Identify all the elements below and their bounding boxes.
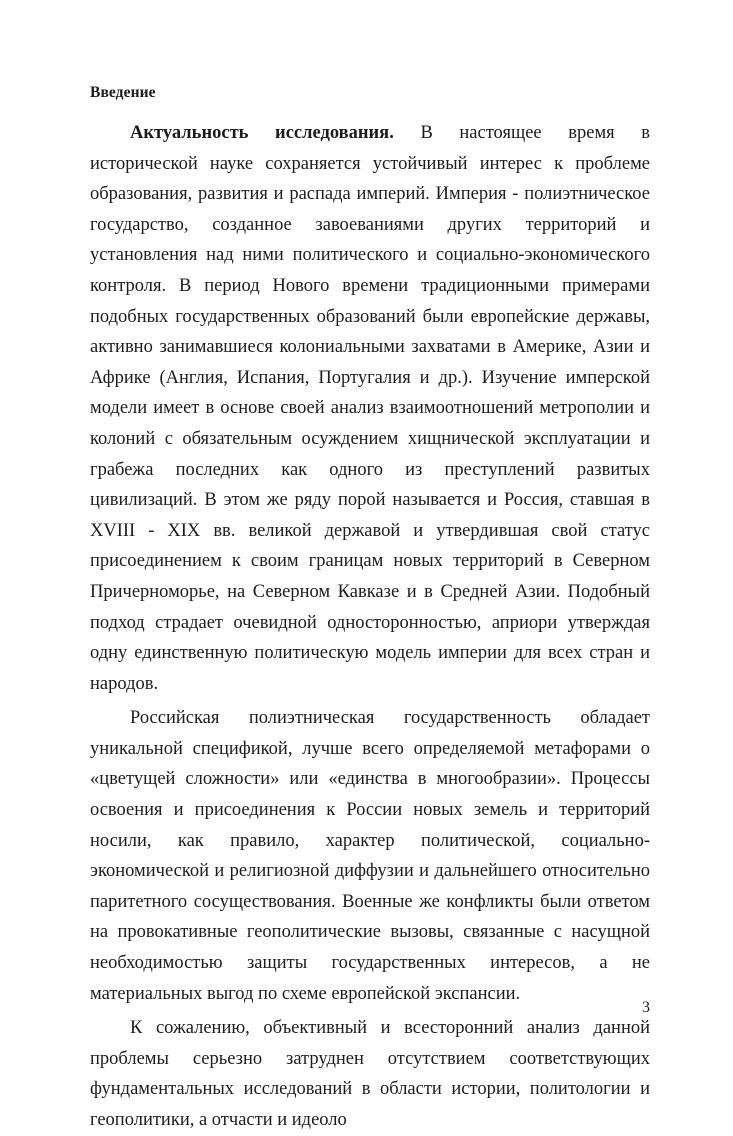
body-text — [90, 118, 650, 1136]
paragraph-specificity — [90, 703, 650, 1009]
paragraph-text: Российская полиэтническая государственность обладает уникальной спецификой, лучше всего определяемой метафорами о «цветущей сложности» или «единства в многообразии». Процессы освоения и присоединения к России новых земель и территорий носили, как правило, характер политической, социально-экономической и религиозной диффузии и дальнейшего относительно паритетного сосуществования. Военные же конфликты были ответом на провокативные геополитические вызовы, связанные с насущной необходимостью защиты государственных интересов, а не материальных выгод по схеме европейской экспансии. — [90, 708, 650, 1004]
page-number: 3 — [642, 999, 650, 1016]
paragraph-relevance — [90, 118, 650, 699]
paragraph-analysis — [90, 1013, 650, 1135]
paragraph-text: В настоящее время в исторической науке сохраняется устойчивый интерес к проблеме образования, развития и распада империй. Империя - полиэтническое государство, созданное завоеваниями других территорий и установления над ними политического и социально-экономического контроля. В период Нового времени традиционными примерами подобных государственных образований были европейские державы, активно занимавшиеся колониальными захватами в Америке, Азии и Африке (Англия, Испания, Португалия и др.). Изучение имперской модели имеет в основе своей анализ взаимоотношений метрополии и колоний с обязательным осуждением хищнической эксплуатации и грабежа последних как одного из преступлений развитых цивилизаций. В этом же ряду порой называется и Россия, ставшая в XVIII - XIX вв. великой державой и утвердившая свой статус присоединением к своим границам новых территорий в Северном Причерноморье, на Северном Кавказе и в Средней Азии. Подобный подход страдает очевидной односторонностью, априори утверждая одну единственную политическую модель империи для всех стран и народов. — [90, 123, 651, 694]
paragraph-lead-label: Актуальность исследования. — [130, 123, 394, 143]
section-heading: Введение — [90, 84, 156, 101]
paragraph-text: К сожалению, объективный и всесторонний анализ данной проблемы серьезно затруднен отсутствием соответствующих фундаментальных исследований в области истории, политологии и геополитики, а отчасти и идеоло — [90, 1018, 650, 1130]
